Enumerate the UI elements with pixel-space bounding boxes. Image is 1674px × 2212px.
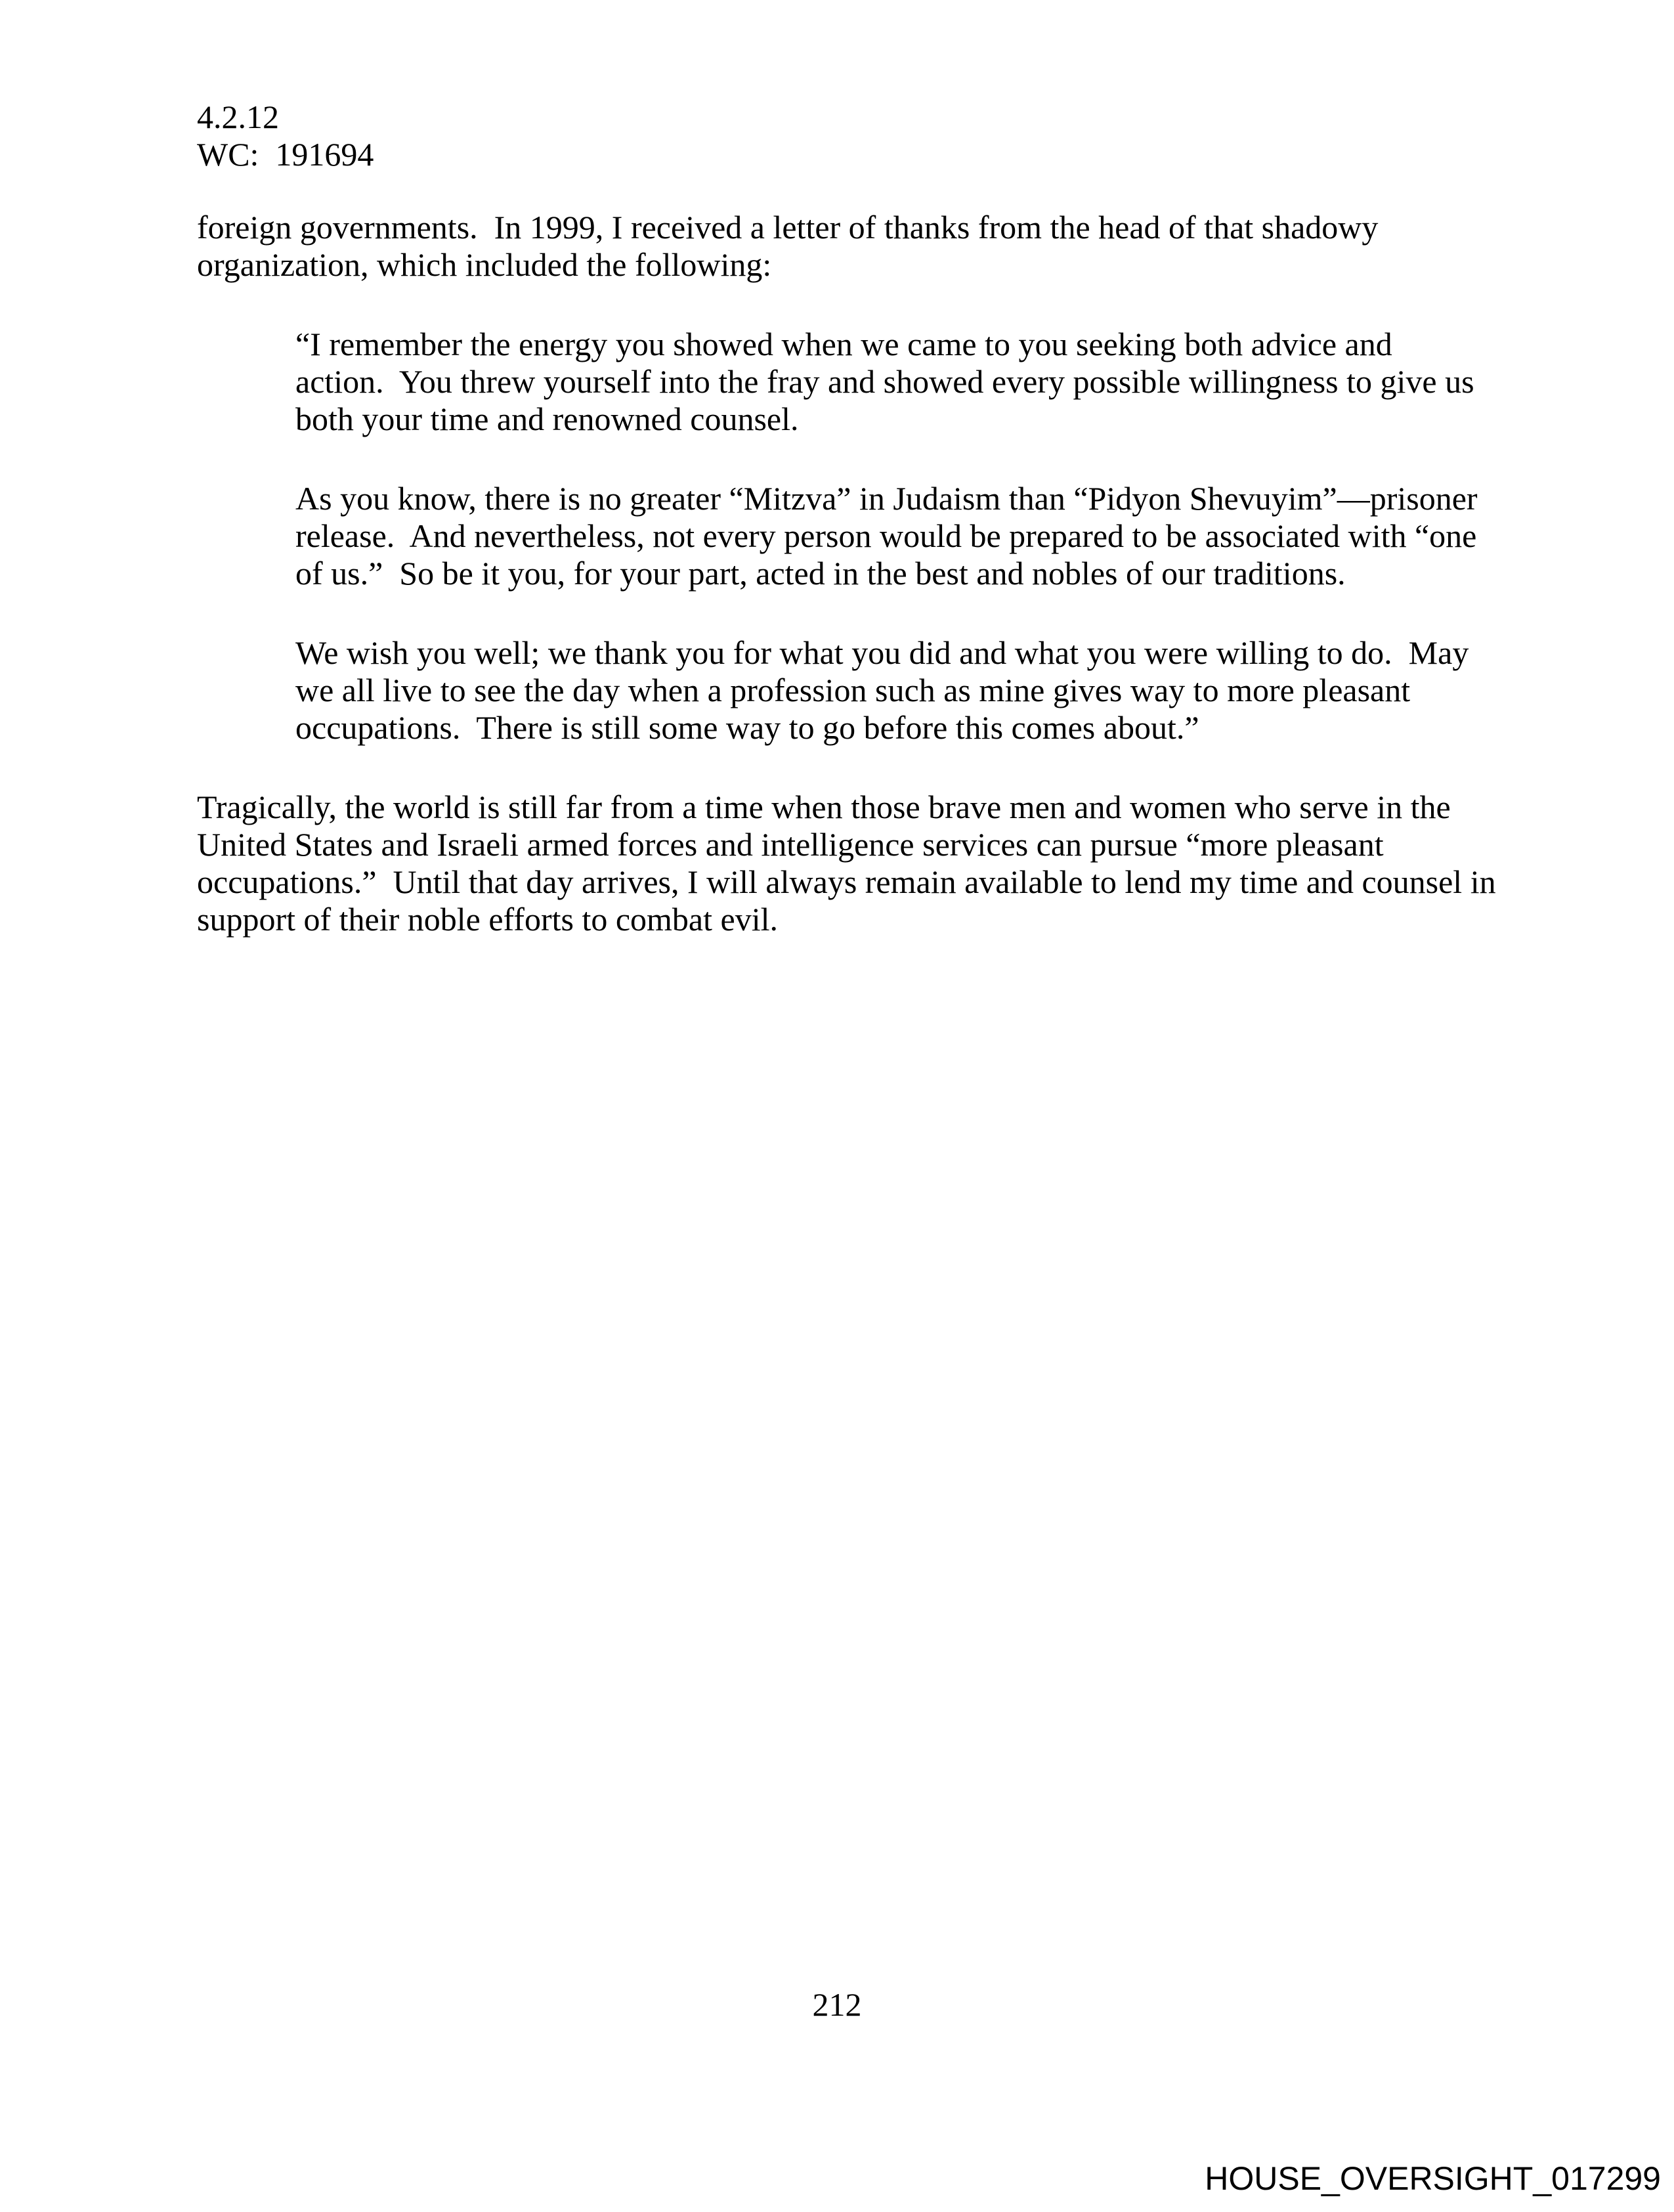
text-line: both your time and renowned counsel.: [295, 401, 799, 437]
header-date: 4.2.12: [197, 98, 279, 135]
text-line: We wish you well; we thank you for what you did and what you were willing to do. May: [295, 634, 1469, 671]
text-line: we all live to see the day when a profession such as mine gives way to more pleasant: [295, 672, 1411, 708]
page-number: 212: [812, 1986, 862, 2023]
paragraph-intro: [197, 209, 1477, 284]
text-line: foreign governments. In 1999, I received a letter of thanks from the head of that shadowy: [197, 209, 1379, 246]
text-line: of us.” So be it you, for your part, acted in the best and nobles of our traditions.: [295, 555, 1346, 592]
text-line: United States and Israeli armed forces and intelligence services can pursue “more pleasant: [197, 826, 1384, 863]
text-line: As you know, there is no greater “Mitzva” in Judaism than “Pidyon Shevuyim”—prisoner: [295, 480, 1478, 517]
text-line: “I remember the energy you showed when we came to you seeking both advice and: [295, 326, 1392, 362]
text-line: occupations. There is still some way to go before this comes about.”: [295, 709, 1199, 746]
header-word-count: WC: 191694: [197, 136, 374, 173]
blockquote-2: [295, 480, 1477, 592]
text-line: support of their noble efforts to combat evil.: [197, 901, 778, 938]
blockquote-1: [295, 326, 1477, 438]
text-line: Tragically, the world is still far from a time when those brave men and women who serve in the: [197, 789, 1451, 825]
document-header: [197, 98, 1477, 173]
text-line: occupations.” Until that day arrives, I will always remain available to lend my time and counsel in: [197, 863, 1496, 900]
paragraph-closing: [197, 789, 1496, 938]
text-line: action. You threw yourself into the fray and showed every possible willingness to give us: [295, 363, 1474, 400]
bates-stamp: HOUSE_OVERSIGHT_017299: [1205, 2160, 1661, 2197]
blockquote-3: [295, 634, 1477, 747]
document-content: [197, 98, 1496, 980]
text-line: release. And nevertheless, not every person would be prepared to be associated with “one: [295, 517, 1477, 554]
text-line: organization, which included the following:: [197, 246, 772, 283]
